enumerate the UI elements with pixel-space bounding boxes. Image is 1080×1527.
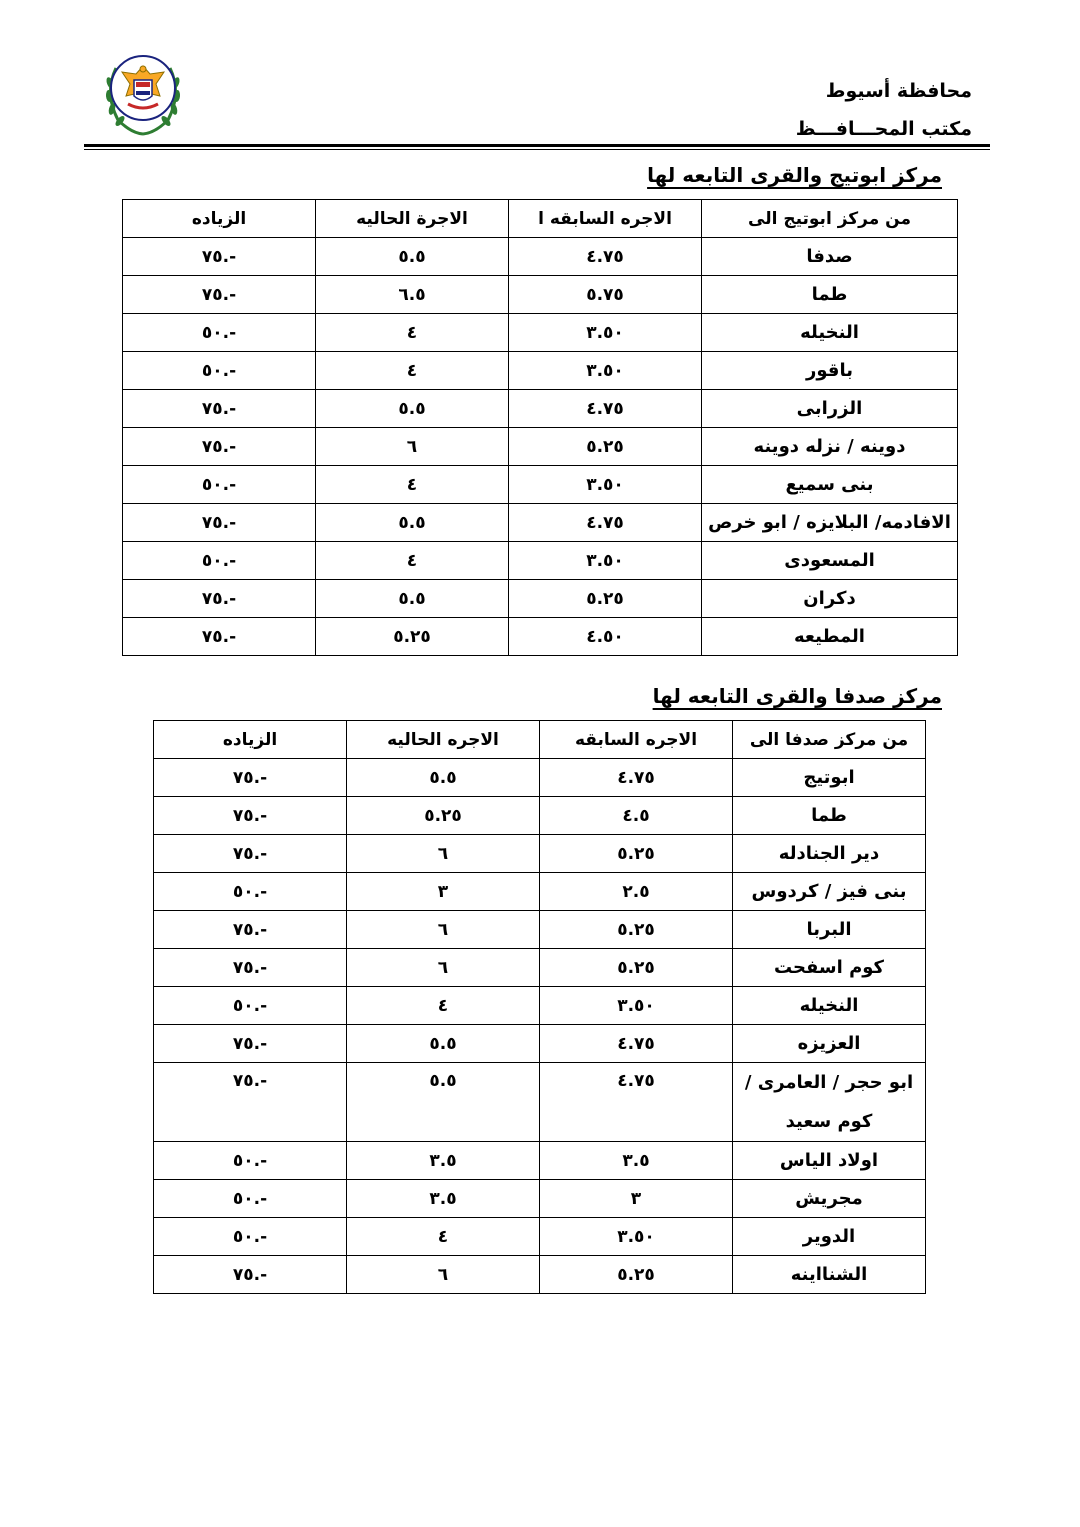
table-row (123, 428, 958, 466)
current-fare-cell: ٣ (347, 873, 540, 911)
table-row (154, 873, 926, 911)
current-fare-cell: ٤ (347, 987, 540, 1025)
table-row (123, 542, 958, 580)
column-header-previous-fare: الاجره السابقه (540, 721, 733, 759)
increase-cell: -.٥٠ (154, 987, 347, 1025)
destination-cell: ابو حجر / العامرى / كوم سعيد (733, 1063, 926, 1142)
destination-cell: كوم اسفحت (733, 949, 926, 987)
column-header-destination: من مركز ابوتيج الى (702, 200, 958, 238)
previous-fare-cell: ٣.٥٠ (540, 1218, 733, 1256)
previous-fare-cell: ٤.٧٥ (540, 1025, 733, 1063)
table-row (123, 276, 958, 314)
table-row (123, 504, 958, 542)
previous-fare-cell: ٤.٧٥ (509, 238, 702, 276)
table-header-row (123, 200, 958, 238)
table-row (154, 1063, 926, 1142)
abutig-fare-rows (123, 238, 958, 656)
table-row (123, 466, 958, 504)
increase-cell: -.٧٥ (154, 1025, 347, 1063)
increase-cell: -.٥٠ (123, 352, 316, 390)
increase-cell: -.٧٥ (123, 618, 316, 656)
table-row (154, 1218, 926, 1256)
previous-fare-cell: ٢.٥ (540, 873, 733, 911)
destination-cell: اولاد الياس (733, 1142, 926, 1180)
abutig-fare-table (122, 199, 958, 656)
increase-cell: -.٧٥ (154, 835, 347, 873)
section1-title: مركز ابوتيج والقرى التابعه لها (647, 163, 942, 187)
destination-cell: بنى فيز / كردوس (733, 873, 926, 911)
table-row (154, 987, 926, 1025)
destination-cell: المسعودى (702, 542, 958, 580)
table-row (154, 911, 926, 949)
table-row (123, 238, 958, 276)
sidfa-fare-rows (154, 759, 926, 1294)
destination-cell: النخيله (702, 314, 958, 352)
table-row (154, 797, 926, 835)
previous-fare-cell: ٤.٧٥ (509, 390, 702, 428)
current-fare-cell: ٤ (347, 1218, 540, 1256)
table-row (154, 1142, 926, 1180)
current-fare-cell: ٦ (347, 1256, 540, 1294)
table-row (154, 759, 926, 797)
column-header-previous-fare: الاجره السابقه ا (509, 200, 702, 238)
current-fare-cell: ٥.٢٥ (347, 797, 540, 835)
header-divider-thin (84, 149, 990, 150)
current-fare-cell: ٦ (347, 835, 540, 873)
increase-cell: -.٧٥ (123, 238, 316, 276)
increase-cell: -.٥٠ (154, 1218, 347, 1256)
office-name: مكتب المحـــافـــظ (795, 118, 972, 140)
increase-cell: -.٧٥ (123, 390, 316, 428)
current-fare-cell: ٥.٥ (347, 759, 540, 797)
destination-cell: مجريش (733, 1180, 926, 1218)
destination-cell: طما (702, 276, 958, 314)
increase-cell: -.٧٥ (154, 949, 347, 987)
current-fare-cell: ٤ (316, 314, 509, 352)
destination-cell: البربا (733, 911, 926, 949)
previous-fare-cell: ٣.٥ (540, 1142, 733, 1180)
previous-fare-cell: ٤.٧٥ (540, 1063, 733, 1142)
destination-cell: العزيزه (733, 1025, 926, 1063)
previous-fare-cell: ٥.٢٥ (540, 911, 733, 949)
destination-cell: دوينه / نزله دوينه (702, 428, 958, 466)
table-row (123, 314, 958, 352)
table-row (154, 949, 926, 987)
destination-cell: الزرابى (702, 390, 958, 428)
previous-fare-cell: ٥.٧٥ (509, 276, 702, 314)
previous-fare-cell: ٣.٥٠ (509, 314, 702, 352)
current-fare-cell: ٦.٥ (316, 276, 509, 314)
increase-cell: -.٧٥ (123, 276, 316, 314)
table-header-row (154, 721, 926, 759)
increase-cell: -.٥٠ (123, 542, 316, 580)
current-fare-cell: ٥.٥ (316, 238, 509, 276)
increase-cell: -.٧٥ (154, 1256, 347, 1294)
column-header-increase: الزياده (123, 200, 316, 238)
previous-fare-cell: ٤.٥٠ (509, 618, 702, 656)
table-row (154, 835, 926, 873)
table-row (154, 1180, 926, 1218)
previous-fare-cell: ٤.٧٥ (540, 759, 733, 797)
column-header-destination: من مركز صدفا الى (733, 721, 926, 759)
previous-fare-cell: ٣.٥٠ (509, 466, 702, 504)
destination-cell: الافادمه/ البلايزه / ابو خرص (702, 504, 958, 542)
governorate-logo (98, 38, 188, 138)
previous-fare-cell: ٤.٥ (540, 797, 733, 835)
previous-fare-cell: ٥.٢٥ (540, 1256, 733, 1294)
current-fare-cell: ٣.٥ (347, 1180, 540, 1218)
current-fare-cell: ٤ (316, 466, 509, 504)
current-fare-cell: ٥.٥ (316, 580, 509, 618)
previous-fare-cell: ٣.٥٠ (509, 542, 702, 580)
destination-cell: النخيله (733, 987, 926, 1025)
current-fare-cell: ٥.٥ (316, 390, 509, 428)
increase-cell: -.٥٠ (123, 466, 316, 504)
destination-cell: طما (733, 797, 926, 835)
increase-cell: -.٧٥ (154, 911, 347, 949)
previous-fare-cell: ٥.٢٥ (540, 949, 733, 987)
table-row (123, 618, 958, 656)
increase-cell: -.٧٥ (154, 759, 347, 797)
table-row (154, 1025, 926, 1063)
header-divider (84, 144, 990, 147)
destination-cell: باقور (702, 352, 958, 390)
section2-title: مركز صدفا والقرى التابعه لها (652, 684, 942, 708)
column-header-current-fare: الاجرة الحاليه (316, 200, 509, 238)
destination-cell: دير الجنادله (733, 835, 926, 873)
destination-cell: صدفا (702, 238, 958, 276)
current-fare-cell: ٤ (316, 352, 509, 390)
destination-cell: الدوير (733, 1218, 926, 1256)
eagle-emblem-icon (98, 38, 188, 138)
destination-cell: ابوتيج (733, 759, 926, 797)
previous-fare-cell: ٥.٢٥ (509, 428, 702, 466)
governorate-name: محافظة أسيوط (825, 80, 972, 102)
column-header-increase: الزياده (154, 721, 347, 759)
current-fare-cell: ٥.٢٥ (316, 618, 509, 656)
destination-cell: المطيعه (702, 618, 958, 656)
increase-cell: -.٧٥ (154, 1063, 347, 1142)
destination-cell: بنى سميع (702, 466, 958, 504)
increase-cell: -.٧٥ (154, 797, 347, 835)
previous-fare-cell: ٣.٥٠ (509, 352, 702, 390)
destination-cell: الشنااينه (733, 1256, 926, 1294)
previous-fare-cell: ٣.٥٠ (540, 987, 733, 1025)
current-fare-cell: ٥.٥ (347, 1063, 540, 1142)
previous-fare-cell: ٤.٧٥ (509, 504, 702, 542)
increase-cell: -.٧٥ (123, 428, 316, 466)
table-row (123, 352, 958, 390)
previous-fare-cell: ٥.٢٥ (509, 580, 702, 618)
increase-cell: -.٥٠ (123, 314, 316, 352)
document-header (796, 72, 972, 148)
table-row (123, 390, 958, 428)
previous-fare-cell: ٣ (540, 1180, 733, 1218)
current-fare-cell: ٦ (316, 428, 509, 466)
increase-cell: -.٥٠ (154, 1180, 347, 1218)
increase-cell: -.٥٠ (154, 1142, 347, 1180)
current-fare-cell: ٥.٥ (347, 1025, 540, 1063)
column-header-current-fare: الاجره الحاليه (347, 721, 540, 759)
current-fare-cell: ٦ (347, 949, 540, 987)
increase-cell: -.٥٠ (154, 873, 347, 911)
current-fare-cell: ٣.٥ (347, 1142, 540, 1180)
previous-fare-cell: ٥.٢٥ (540, 835, 733, 873)
increase-cell: -.٧٥ (123, 504, 316, 542)
destination-cell: دكران (702, 580, 958, 618)
table-row (123, 580, 958, 618)
current-fare-cell: ٥.٥ (316, 504, 509, 542)
sidfa-fare-table (153, 720, 926, 1294)
table-row (154, 1256, 926, 1294)
current-fare-cell: ٦ (347, 911, 540, 949)
increase-cell: -.٧٥ (123, 580, 316, 618)
current-fare-cell: ٤ (316, 542, 509, 580)
